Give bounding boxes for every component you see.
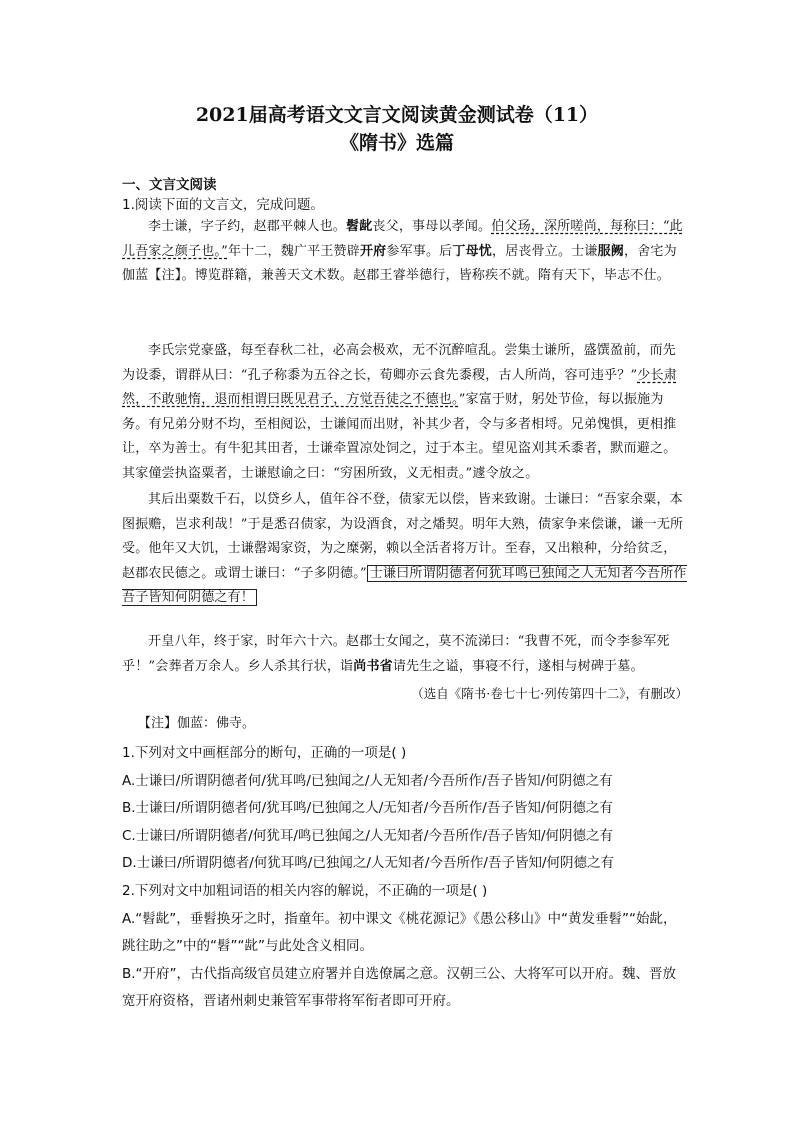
source-citation: （选自《隋书·卷七十七·列传第四十二》，有删改） [411, 686, 688, 701]
text-run: ，居丧骨立。士谦 [492, 243, 598, 259]
bold-term: 丁母忧 [452, 243, 492, 259]
passage-paragraph-3 [122, 488, 688, 611]
question-1-option-c: C.士谦曰/所谓阴德者/何犹耳/鸣已独闻之/人无知者/今吾所作/吾子皆知/何阴德之有 [122, 827, 614, 844]
question-2-option-b: B.“开府”，古代指高级官员建立府署并自选僚属之意。汉朝三公、大将军可以开府。魏、晋放宽开府资格，晋诸州刺史兼管军事带将军衔者即可开府。 [122, 965, 677, 1010]
passage-paragraph-1 [122, 215, 688, 289]
text-run: ，舍宅为伽蓝【注】。博览群籍，兼善天文术数。赵郡王睿举德行，皆称疾不就。隋有天下，毕志不仕。 [122, 243, 677, 283]
page-subtitle: 《隋书》选篇 [339, 132, 454, 154]
text-run: 李氏宗党豪盛，每至春秋二社，必高会极欢，无不沉醉喧乱。尝集士谦所，盛馔盈前，而先为设黍，谓群从曰：“孔子称黍为五谷之长，荀卿亦云食先黍稷，古人所尚，容可违乎？” [122, 343, 677, 383]
question-2-option-a: A.“髫龀”，垂髫换牙之时，指童年。初中课文《桃花源记》《愚公移山》中“黄发垂髫”“始龀，跳往助之”中的“髫”“龀”与此处含义相同。 [122, 910, 677, 955]
question-intro: 1.阅读下面的文言文，完成问题。 [122, 197, 324, 213]
bold-term: 髫龀 [346, 219, 373, 234]
question-1-option-b: B.士谦曰/所谓阴德者何/犹耳鸣/已独闻之人/无知者/今吾所作/吾子皆知/何阴德之有 [122, 800, 613, 817]
question-1-option-d: D.士谦曰/所谓阴德者/何犹耳鸣/已独闻之/人无知者/今吾所作/吾子皆知/何阴德之有 [122, 855, 615, 872]
questions-block [122, 740, 688, 1016]
text-run: 参军事。后 [386, 243, 453, 259]
passage-paragraph-2 [122, 339, 688, 486]
passage-paragraph-4 [122, 630, 688, 679]
text-run: ”家富于财，躬处节俭，每以振施为务。有兄弟分财不均，至相阋讼，士谦闻而出财，补其少者，令与多者相埒。兄弟愧惧，更相推让，卒为善士。有牛犯其田者，士谦牵置凉处饲之，过于本主。望见盗刈其禾黍者，默而避之。其家僮尝执盗粟者，士谦慰谕之曰：“穷困所致，义无相责。”遽令放之。 [122, 392, 677, 481]
page-title: 2021届高考语文文言文阅读黄金测试卷（11） [195, 104, 599, 126]
boxed-sentence: 士谦曰所谓阴德者何犹耳鸣已独闻之人无知者今吾所作吾子皆知何阴德之有！ [122, 565, 687, 605]
bold-term: 尚书省 [353, 658, 393, 674]
text-run: 开皇八年，终于家，时年六十六。赵郡士女闻之，莫不流涕曰：“我曹不死，而令李参军死乎！”会葬者万余人。乡人杀其行状，诣 [122, 634, 670, 674]
text-run: 其后出粟数千石，以贷乡人，值年谷不登，债家无以偿，皆来致谢。士谦曰：“吾家余粟，本图振赡，岂求利哉！”于是悉召债家，为设酒食，对之燔契。明年大熟，债家争来偿谦，谦一无所受。他年又大饥，士谦罄竭家资，为之糜粥，赖以全活者将万计。至春，又出粮种，分给贫乏，赵郡农民德之。或谓士谦曰：“子多阴德。” [122, 492, 684, 581]
text-run: 丧父，事母以孝闻。 [372, 219, 492, 234]
question-1-stem: 1.下列对文中画框部分的断句，正确的一项是( ) [122, 745, 407, 761]
underlined-sentence: 伯父玚，深所嗟尚，每称曰：“此儿吾家之颜子也。” [122, 219, 683, 259]
text-run: 年十二，魏广平王赞辟 [227, 243, 360, 259]
question-2-stem: 2.下列对文中加粗词语的相关内容的解说，不正确的一项是( ) [122, 882, 488, 899]
bold-term: 服阙 [597, 243, 625, 259]
footnote: 【注】伽蓝：佛寺。 [138, 716, 256, 731]
bold-term: 开府 [359, 243, 387, 259]
text-run: 李士谦，字子约，赵郡平棘人也。 [148, 219, 347, 234]
text-run: 请先生之谥，事寝不行，遂相与树碑于墓。 [392, 658, 644, 674]
question-1-option-a: A.士谦曰/所谓阴德者何/犹耳鸣/已独闻之/人无知者/今吾所作/吾子皆知/何阴德之有 [122, 772, 613, 789]
underlined-sentence: 少长肃然，不敢驰惰，退而相谓曰既见君子，方觉吾徒之不德也。 [122, 367, 677, 407]
section-heading: 一、文言文阅读 [122, 177, 217, 193]
